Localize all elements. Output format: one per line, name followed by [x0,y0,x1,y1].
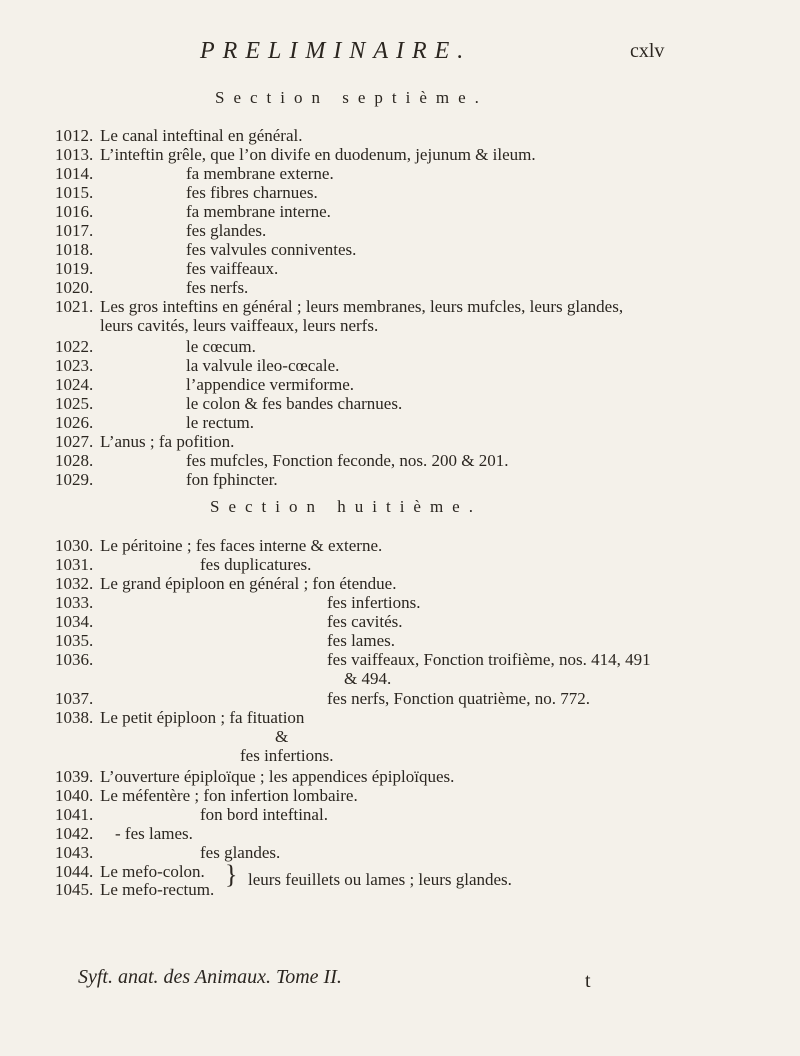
page: PRELIMINAIRE. cxlv Section septième. 1012. Le canal inteftinal en général. 1013. L’inteftin grêle, que l’on divife en duodenum, jejunum & ileum. 1014. fa membrane externe. 1015. fes fibres charnues. 1016. fa membrane interne. 1017. fes glandes. 1018. fes valvules conniventes. 1019. fes vaiffeaux. 1020. fes nerfs. 1021. Les gros inteftins en général ; leurs membranes, leurs mufcles, leurs glandes, leurs cavités, leurs vaiffeaux, leurs nerfs. 1022. le cœcum. 1023. la valvule ileo-cœcale. 1024. l’appendice vermiforme. 1025. le colon & fes bandes charnues. 1026. le rectum. 1027. L’anus ; fa pofition. 1028. fes mufcles, Fonction feconde, nos. 200 & 201. 1029. fon fphincter. Section huitième. 1030. Le péritoine ; fes faces interne & externe. 1031. fes duplicatures. 1032. Le grand épiploon en général ; fon étendue. 1033. fes infertions. 1034. fes cavités. 1035. fes lames. 1036. fes vaiffeaux, Fonction troifième, nos. 414, 491 & 494. 1037. fes nerfs, Fonction quatrième, no. 772. 1038. Le petit épiploon ; fa fituation & fes infertions. 1039. L’ouverture épiploïque ; les appendices épiploïques. 1040. Le méfentère ; fon infertion lombaire. 1041. fon bord inteftinal. 1042. - fes lames. 1043. fes glandes. 1044. Le mefo-colon. 1045. Le mefo-rectum. } leurs feuillets ou lames ; leurs glandes. Syft. anat. des Animaux. Tome II. t [55,38,665,992]
footer-signature-line: Syft. anat. des Animaux. Tome II. [78,966,342,988]
list-item-continuation: & 494. [344,669,392,688]
list-item-continuation: leurs cavités, leurs vaiffeaux, leurs nerfs. [100,316,379,335]
running-title: PRELIMINAIRE. [200,38,472,64]
brace-text: leurs feuillets ou lames ; leurs glandes. [248,870,512,889]
list-item-continuation: fes infertions. [240,746,334,765]
brace-icon: } [225,860,238,889]
section-8-title: Section huitième. [210,497,482,516]
list-item-continuation: & [275,727,289,746]
section-7-title: Section septième. [215,88,488,107]
page-number: cxlv [630,40,665,62]
signature-mark: t [585,970,591,992]
